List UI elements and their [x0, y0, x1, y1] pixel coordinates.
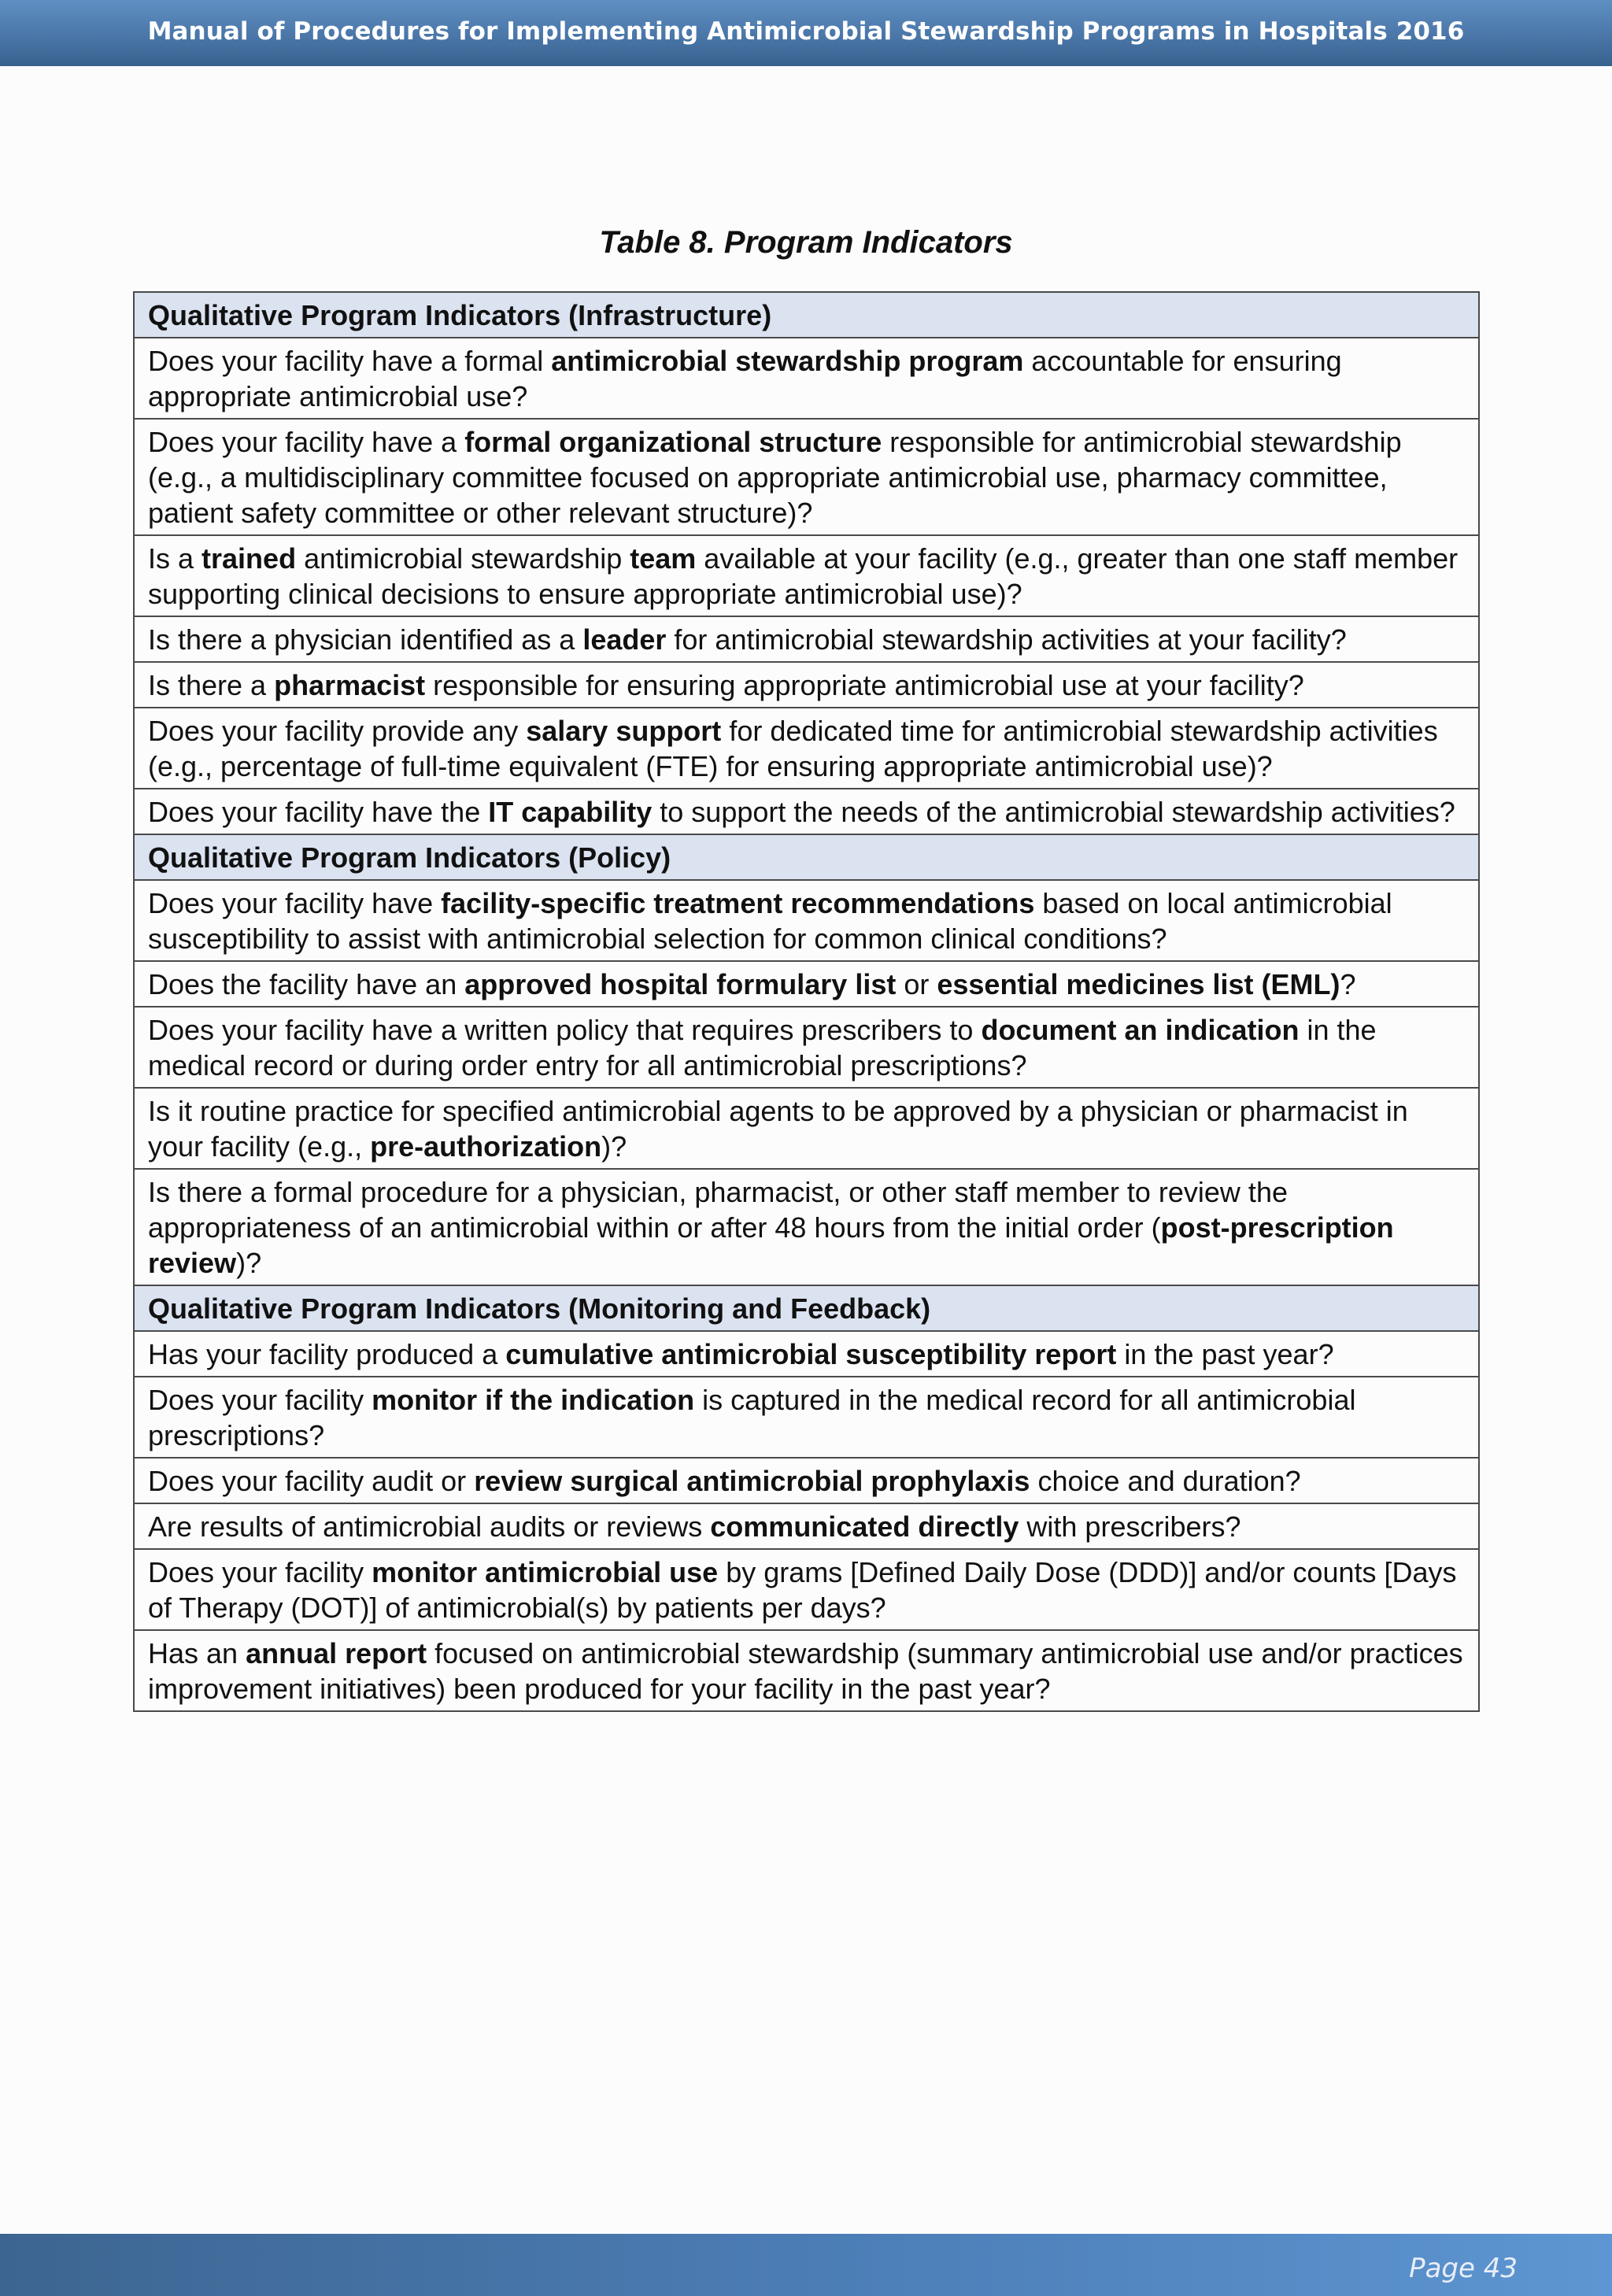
- table-row: [134, 662, 1479, 708]
- table-row: [134, 1088, 1479, 1169]
- indicator-cell: Does your facility audit or review surgical antimicrobial prophylaxis choice and duration?: [134, 1458, 1479, 1503]
- indicator-cell: Does your facility monitor antimicrobial use by grams [Defined Daily Dose (DDD)] and/or counts [Days of Therapy (DOT)] of antimicrobial(s) by patients per days?: [134, 1549, 1479, 1630]
- indicator-cell: Is a trained antimicrobial stewardship team available at your facility (e.g., greater than one staff member supporting clinical decisions to ensure appropriate antimicrobial use)?: [134, 535, 1479, 616]
- table-row: [134, 419, 1479, 535]
- section-heading: Qualitative Program Indicators (Monitoring and Feedback): [134, 1285, 1479, 1331]
- table-row: [134, 1503, 1479, 1549]
- table-row: [134, 338, 1479, 419]
- indicator-cell: Does your facility monitor if the indication is captured in the medical record for all antimicrobial prescriptions?: [134, 1377, 1479, 1458]
- header-bar: [0, 0, 1612, 66]
- section-header-row: [134, 292, 1479, 338]
- indicators-table: [133, 291, 1480, 1712]
- table-row: [134, 880, 1479, 961]
- table-title: Table 8. Program Indicators: [599, 225, 1013, 260]
- indicator-cell: Does your facility have facility-specific treatment recommendations based on local antimicrobial susceptibility to assist with antimicrobial selection for common clinical conditions?: [134, 880, 1479, 961]
- table-row: [134, 708, 1479, 789]
- table-row: [134, 1549, 1479, 1630]
- section-heading: Qualitative Program Indicators (Infrastructure): [134, 292, 1479, 338]
- table-row: [134, 1007, 1479, 1088]
- indicator-cell: Does your facility have a formal antimicrobial stewardship program accountable for ensuring appropriate antimicrobial use?: [134, 338, 1479, 419]
- indicator-cell: Does your facility have a written policy that requires prescribers to document an indication in the medical record or during order entry for all antimicrobial prescriptions?: [134, 1007, 1479, 1088]
- section-header-row: [134, 1285, 1479, 1331]
- table-row: [134, 1169, 1479, 1285]
- indicator-cell: Has your facility produced a cumulative antimicrobial susceptibility report in the past year?: [134, 1331, 1479, 1377]
- indicator-cell: Are results of antimicrobial audits or reviews communicated directly with prescribers?: [134, 1503, 1479, 1549]
- indicator-cell: Is there a pharmacist responsible for ensuring appropriate antimicrobial use at your facility?: [134, 662, 1479, 708]
- indicator-cell: Does the facility have an approved hospital formulary list or essential medicines list (EML)?: [134, 961, 1479, 1007]
- indicator-cell: Does your facility provide any salary support for dedicated time for antimicrobial stewardship activities (e.g., percentage of full-time equivalent (FTE) for ensuring appropriate antimicrobial use)?: [134, 708, 1479, 789]
- indicator-cell: Is there a physician identified as a leader for antimicrobial stewardship activities at your facility?: [134, 616, 1479, 662]
- table-row: [134, 789, 1479, 834]
- page-number: Page 43: [1409, 2253, 1518, 2284]
- indicator-cell: Is there a formal procedure for a physician, pharmacist, or other staff member to review the appropriateness of an antimicrobial within or after 48 hours from the initial order (post-prescription review)?: [134, 1169, 1479, 1285]
- indicator-cell: Has an annual report focused on antimicrobial stewardship (summary antimicrobial use and/or practices improvement initiatives) been produced for your facility in the past year?: [134, 1630, 1479, 1711]
- table-row: [134, 1377, 1479, 1458]
- table-row: [134, 1458, 1479, 1503]
- table-row: [134, 535, 1479, 616]
- footer-bar: [0, 2234, 1612, 2296]
- indicator-cell: Is it routine practice for specified antimicrobial agents to be approved by a physician or pharmacist in your facility (e.g., pre-authorization)?: [134, 1088, 1479, 1169]
- document-title: Manual of Procedures for Implementing Antimicrobial Stewardship Programs in Hospitals 2016: [147, 17, 1465, 46]
- table-row: [134, 961, 1479, 1007]
- table-row: [134, 1331, 1479, 1377]
- indicator-cell: Does your facility have the IT capability to support the needs of the antimicrobial stewardship activities?: [134, 789, 1479, 834]
- table-row: [134, 1630, 1479, 1711]
- table-row: [134, 616, 1479, 662]
- indicator-cell: Does your facility have a formal organizational structure responsible for antimicrobial stewardship (e.g., a multidisciplinary committee focused on appropriate antimicrobial use, pharmacy committee, patient safety committee or other relevant structure)?: [134, 419, 1479, 535]
- section-header-row: [134, 834, 1479, 880]
- section-heading: Qualitative Program Indicators (Policy): [134, 834, 1479, 880]
